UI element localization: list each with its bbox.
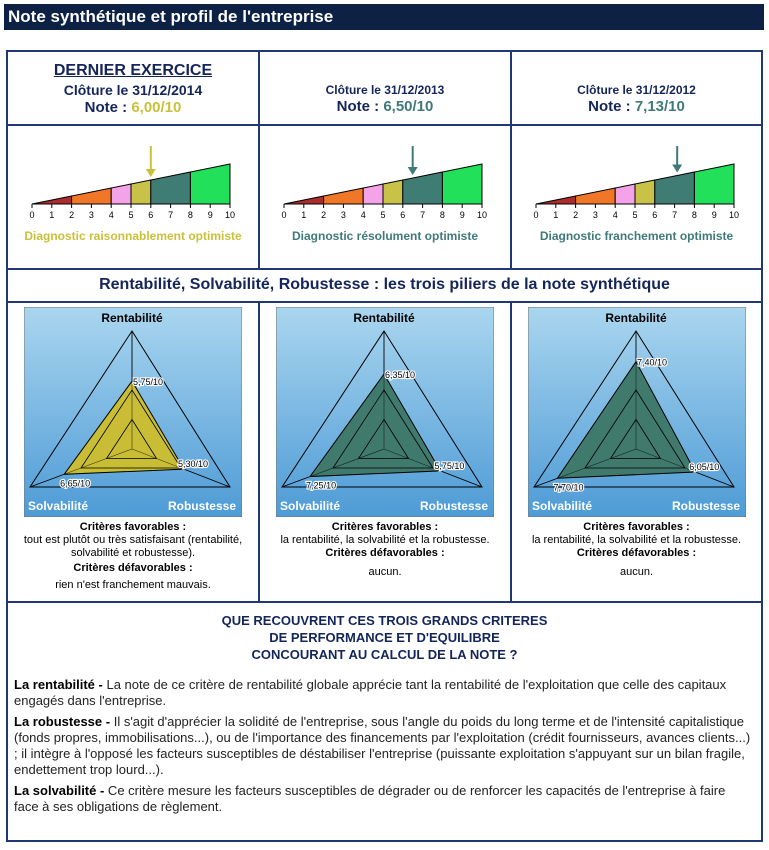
scale-tick-label: 3 (592, 210, 598, 220)
scale-segment (442, 164, 482, 204)
radar-value-label: 7,40/10 (637, 357, 668, 368)
definition-text: Il s'agit d'apprécier la solidité de l'entreprise, sous l'angle du poids du long terme et de l'intensité capitalistique (fonds propres, immobilisations...), ou de l'importance des financements par l'exploitation (crédit fournisseurs, avances clients...) ; il intègre à l'opposé les facteurs susceptibles de déstabiliser l'entreprise (puissante exploitation s'appuyant sur un bilan fragile, endettement trop lourd...). (14, 714, 751, 777)
scale-segment (131, 180, 151, 204)
question-heading (8, 612, 761, 663)
scale-tick-label: 10 (728, 210, 740, 220)
definition-solvabilite (14, 783, 753, 815)
unfavorable-text: aucun. (619, 566, 654, 578)
scale-tick-label: 5 (380, 210, 386, 220)
diagnostic-text: Diagnostic raisonnablement optimiste (24, 229, 242, 243)
axis-label-rentabilite: Rentabilité (101, 311, 163, 325)
favorable-label: Critères favorables : (79, 521, 187, 533)
scale-tick-label: 3 (88, 210, 94, 220)
radar-value-label: 5,75/10 (133, 377, 164, 388)
pillars-title: Rentabilité, Solvabilité, Robustesse : les trois piliers de la note synthétique (99, 276, 670, 293)
value-arrow-icon (146, 169, 156, 177)
favorable-text: la rentabilité, la solvabilité et la robustesse. (280, 534, 490, 546)
scale-tick-label: 1 (301, 210, 307, 220)
radar-value-label: 5,30/10 (177, 459, 208, 470)
unfavorable-label: Critères défavorables : (576, 547, 697, 559)
note (512, 98, 761, 115)
scale-tick-label: 2 (573, 210, 579, 220)
scale-tick-label: 4 (108, 210, 114, 220)
page-title: Note synthétique et profil de l'entreprise (4, 4, 764, 30)
scale-tick-label: 9 (459, 210, 465, 220)
score-gauge (26, 146, 242, 226)
criteria (512, 521, 761, 579)
axis-label-solvabilite: Solvabilité (532, 499, 593, 513)
note-label: Note : (84, 99, 128, 116)
radar-cell (512, 303, 761, 601)
value-arrow-icon (408, 167, 418, 175)
axis-label-robustesse: Robustesse (167, 499, 236, 513)
definition-label: La robustesse - (14, 714, 111, 729)
scale-tick-label: 9 (711, 210, 717, 220)
unfavorable-text: rien n'est franchement mauvais. (55, 579, 211, 591)
score-gauge (278, 146, 494, 226)
scale-tick-label: 7 (420, 210, 426, 220)
scale-segment (403, 172, 443, 204)
note (8, 99, 258, 116)
note-value: 6,50/10 (383, 98, 434, 115)
radar-cell (260, 303, 512, 601)
definition-rentabilite (14, 677, 753, 709)
scale-tick-label: 5 (632, 210, 638, 220)
header-col-2012 (512, 52, 761, 124)
rating-panel (6, 50, 763, 842)
scale-tick-label: 0 (281, 210, 287, 220)
unfavorable-label: Critères défavorables : (73, 562, 193, 574)
note (260, 98, 510, 115)
definition-text: Ce critère mesure les facteurs susceptibles de dégrader ou de renforcer les capacités de l'entreprise à faire face à ses obligations de règlement. (14, 783, 726, 814)
scale-cell (260, 126, 512, 268)
scale-tick-label: 6 (148, 210, 154, 220)
criteria (8, 521, 258, 592)
scale-tick-label: 7 (672, 210, 678, 220)
scale-tick-label: 4 (612, 210, 618, 220)
scale-tick-label: 9 (207, 210, 213, 220)
note-value: 6,00/10 (131, 99, 182, 116)
header-col-2013 (260, 52, 512, 124)
favorable-label: Critères favorables : (331, 521, 439, 533)
radar-value-label: 6,05/10 (689, 461, 720, 472)
scale-tick-label: 0 (533, 210, 539, 220)
favorable-label: Critères favorables : (583, 521, 690, 533)
header-row (8, 52, 761, 126)
radar-value-label: 7,25/10 (306, 480, 337, 491)
score-gauge (530, 146, 746, 226)
scale-tick-label: 3 (340, 210, 346, 220)
scale-segment (363, 184, 383, 204)
scale-tick-label: 6 (652, 210, 658, 220)
definition-robustesse (14, 714, 753, 778)
radar-value-label: 5,75/10 (434, 460, 465, 471)
scale-tick-label: 8 (439, 210, 445, 220)
radar-row (8, 303, 761, 603)
radar-cell (8, 303, 260, 601)
value-arrow-icon (672, 164, 682, 172)
unfavorable-label: Critères défavorables : (325, 547, 445, 559)
definition-label: La rentabilité - (14, 677, 103, 692)
scale-tick-label: 10 (476, 210, 488, 220)
radar-value-label: 6,35/10 (385, 370, 416, 381)
radar-chart (528, 307, 746, 517)
note-label: Note : (588, 98, 631, 115)
explanation-row (8, 603, 761, 840)
scale-segment (615, 184, 635, 204)
scale-segment (383, 180, 403, 204)
diagnostic-text: Diagnostic franchement optimiste (539, 229, 734, 243)
scale-row (8, 126, 761, 270)
axis-label-robustesse: Robustesse (671, 499, 740, 513)
radar-chart (276, 307, 494, 517)
question-line: QUE RECOUVRENT CES TROIS GRANDS CRITERES (221, 613, 548, 628)
scale-segment (576, 188, 616, 204)
radar-chart (24, 307, 242, 517)
scale-cell (512, 126, 761, 268)
scale-segment (111, 184, 131, 204)
scale-tick-label: 6 (400, 210, 406, 220)
scale-tick-label: 1 (553, 210, 559, 220)
scale-tick-label: 10 (224, 210, 236, 220)
question-line: DE PERFORMANCE ET D'EQUILIBRE (269, 630, 500, 645)
close-date: Clôture le 31/12/2013 (325, 83, 445, 97)
scale-tick-label: 0 (29, 210, 35, 220)
definition-text: La note de ce critère de rentabilité globale apprécie tant la rentabilité de l'exploitation que celle des capitaux engagés dans l'entreprise. (14, 677, 727, 708)
scale-cell (8, 126, 260, 268)
axis-label-solvabilite: Solvabilité (280, 499, 341, 513)
pillars-row (8, 270, 761, 303)
scale-segment (151, 172, 191, 204)
scale-segment (190, 164, 230, 204)
scale-segment (635, 180, 655, 204)
question-line: CONCOURANT AU CALCUL DE LA NOTE ? (251, 647, 518, 662)
unfavorable-text: aucun. (368, 566, 402, 578)
radar-value-label: 7,70/10 (553, 482, 584, 493)
radar-value-label: 6,65/10 (60, 478, 91, 489)
scale-segment (284, 196, 324, 204)
scale-tick-label: 5 (128, 210, 134, 220)
last-exercise-title: DERNIER EXERCICE (53, 62, 213, 79)
axis-label-rentabilite: Rentabilité (605, 311, 667, 325)
axis-label-robustesse: Robustesse (419, 499, 488, 513)
close-date: Clôture le 31/12/2012 (577, 83, 696, 97)
scale-tick-label: 7 (168, 210, 174, 220)
note-value: 7,13/10 (634, 98, 685, 115)
criteria (260, 521, 510, 579)
scale-segment (694, 164, 734, 204)
scale-tick-label: 4 (360, 210, 366, 220)
scale-segment (655, 172, 695, 204)
axis-label-rentabilite: Rentabilité (353, 311, 415, 325)
scale-segment (72, 188, 112, 204)
favorable-text: tout est plutôt ou très satisfaisant (rentabilité, solvabilité et robustesse). (23, 534, 243, 559)
scale-tick-label: 2 (69, 210, 75, 220)
scale-segment (536, 196, 576, 204)
scale-tick-label: 8 (187, 210, 193, 220)
axis-label-solvabilite: Solvabilité (28, 499, 89, 513)
definition-label: La solvabilité - (14, 783, 105, 798)
scale-tick-label: 8 (691, 210, 697, 220)
scale-tick-label: 1 (49, 210, 55, 220)
scale-segment (324, 188, 364, 204)
favorable-text: la rentabilité, la solvabilité et la robustesse. (531, 534, 742, 546)
scale-tick-label: 2 (321, 210, 327, 220)
diagnostic-text: Diagnostic résolument optimiste (291, 229, 479, 243)
scale-segment (32, 196, 72, 204)
close-date: Clôture le 31/12/2014 (63, 82, 203, 98)
note-label: Note : (336, 98, 380, 115)
header-col-2014 (8, 52, 260, 124)
